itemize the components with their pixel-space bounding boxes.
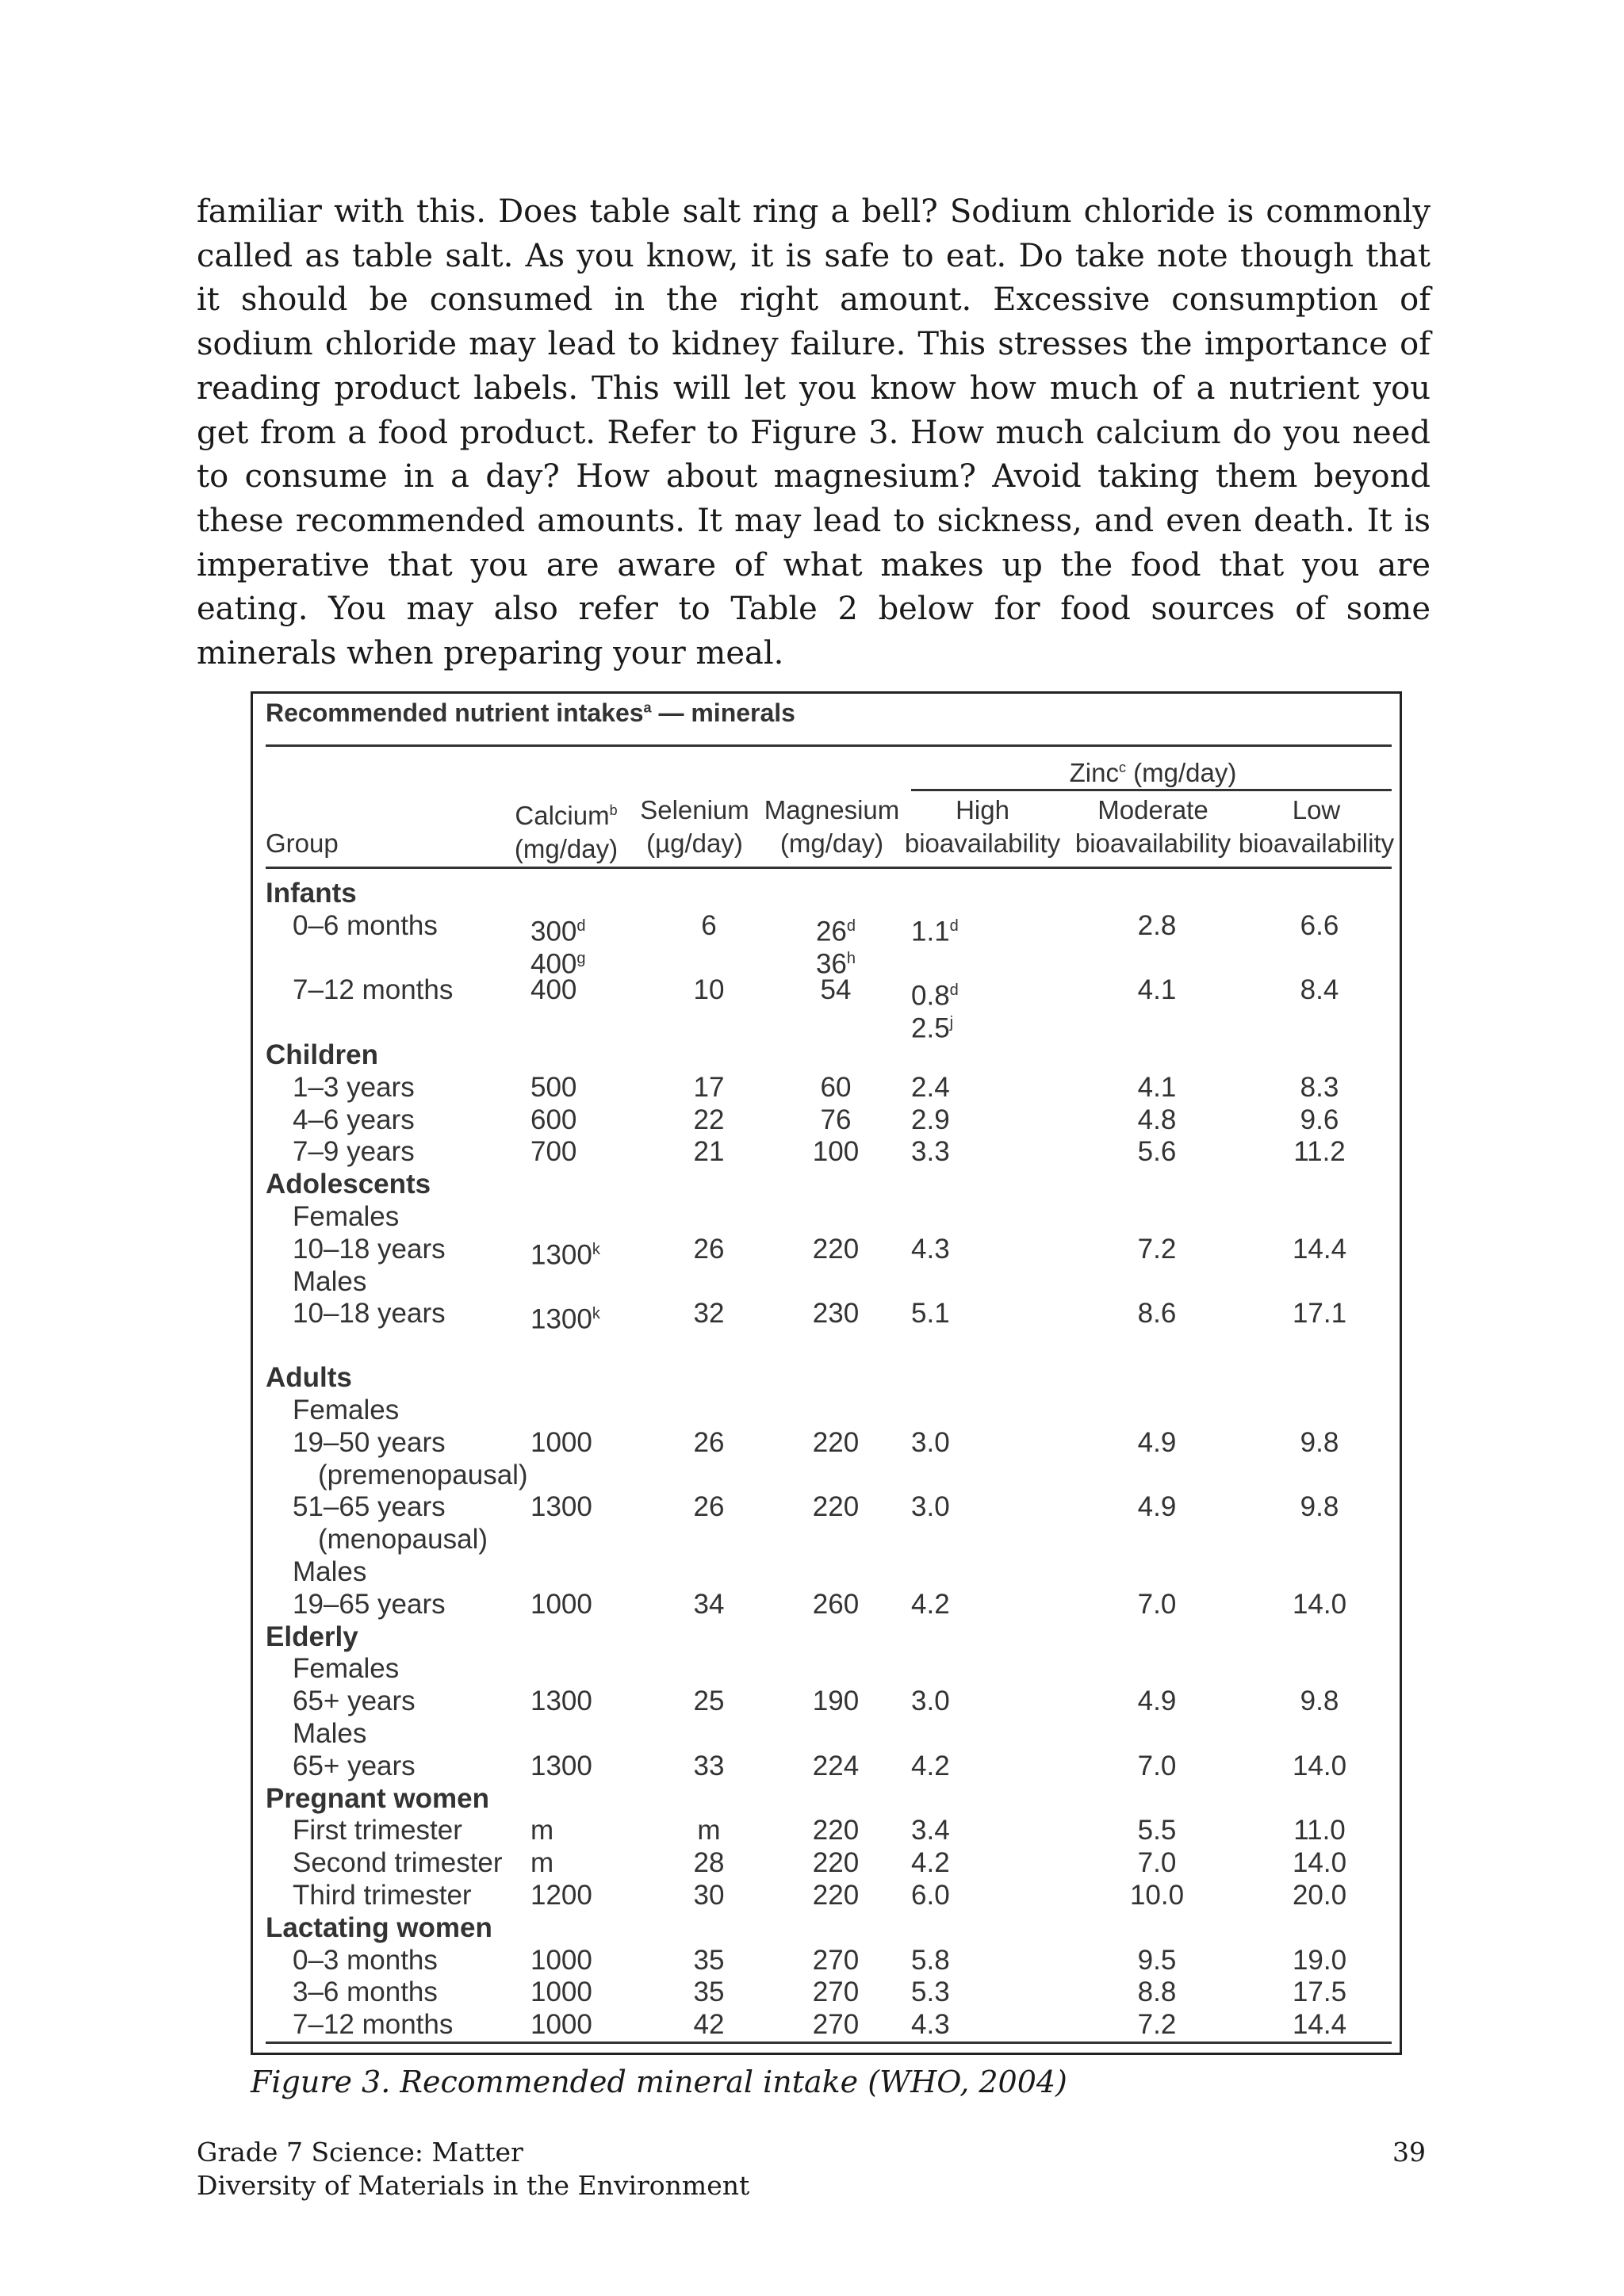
cell-se: 26 [693,1491,725,1523]
cell-ca: 1300$^k$ [530,1239,600,1271]
cell-zl: 14.4 [1292,1233,1347,1265]
cell-zm: 4.9 [1137,1426,1177,1458]
cell-zh: 4.3 [911,2009,950,2041]
cell-zh: 3.0 [911,1491,950,1523]
cell-se: 17 [693,1071,725,1103]
cell-se: 42 [693,2009,725,2041]
cell-mg: 220 [812,1426,860,1458]
cell-zl: 14.0 [1292,1750,1347,1781]
cell-mg: 60 [820,1071,852,1103]
cell-mg: 220 [812,1233,860,1265]
cell-zh: 4.3 [911,1233,950,1265]
cell-mg: 26$^d$ [815,916,856,947]
body-paragraph: familiar with this. Does table salt ring a bell? Sodium chloride is commonly called as table salt. As you know, it is safe to eat. Do take note though that it should be consumed in the right amount. Excessive consumption of sodium chloride may lead to kidney failure. This stresses the importance of reading product labels. This will let you know how much of a nutrient you get from a food product. Refer to Figure 3. How much calcium do you need to consume in a day? How about magnesium? Avoid taking them beyond these recommended amounts. It may lead to sickness, and even death. It is imperative that you are aware of what makes up the food that you are eating. You may also refer to Table 2 below for food sources of some minerals when preparing your meal. [197,193,1431,672]
cell-zh: 3.3 [911,1136,950,1168]
row-label: Adolescents [266,1169,431,1200]
cell-ca: 1000 [530,2009,592,2041]
row-label: 0–3 months [293,1944,438,1976]
cell-se: 6 [701,909,717,941]
header-zinc-high: High bioavailability [904,795,1061,858]
row-label: 10–18 years [293,1298,446,1330]
row-label: Adults [266,1362,352,1394]
row-label: 51–65 years [293,1491,446,1523]
cell-mg: 220 [812,1880,860,1911]
row-label: 7–12 months [293,974,454,1006]
cell-zh: 4.2 [911,1588,950,1620]
cell-ca: 400 [530,974,577,1006]
row-label: Females [293,1395,400,1425]
cell-zh: 2.9 [911,1104,950,1135]
cell-zm: 9.5 [1137,1944,1177,1976]
cell-mg: 220 [812,1491,860,1523]
cell-ca: 1000 [530,1426,592,1458]
cell-zm: 4.1 [1137,1071,1177,1103]
cell-zl: 9.8 [1300,1426,1339,1458]
cell-mg: 270 [812,1944,860,1976]
cell-ca: m [530,1815,554,1846]
row-label: Lactating women [266,1911,492,1943]
cell-se: m [697,1815,721,1846]
cell-mg: 190 [812,1686,860,1717]
cell-zm: 10.0 [1129,1880,1185,1911]
cell-zm: 8.6 [1137,1298,1177,1330]
cell-ca: 500 [530,1071,577,1103]
row-label: Elderly [266,1621,358,1652]
row-label: Second trimester [293,1847,503,1879]
cell-zl: 6.6 [1300,909,1339,941]
header-calcium: Calcium$^b$ (mg/day) [514,801,619,863]
row-label: (menopausal) [318,1524,488,1556]
cell-zm: 5.5 [1137,1815,1177,1846]
cell-zh: 4.2 [911,1750,950,1781]
row-label: Males [293,1718,367,1749]
cell-ca: 1000 [530,1944,592,1976]
rule-zinc [911,789,1392,791]
cell-zh: 5.1 [911,1298,950,1330]
row-label: Females [293,1201,400,1232]
cell-zm: 7.0 [1137,1588,1177,1620]
cell-zm: 7.2 [1137,2009,1177,2041]
cell-ca: m [530,1847,554,1879]
cell-ca: 1300$^k$ [530,1304,600,1336]
page-number: 39 [1392,2137,1426,2168]
cell-zl: 14.0 [1292,1588,1347,1620]
rule-header [266,867,1392,869]
cell-se: 21 [693,1136,725,1168]
cell-zl: 14.4 [1292,2009,1347,2041]
cell-mg: 36$^h$ [815,948,856,980]
cell-zl: 20.0 [1292,1880,1347,1911]
footer-subject: Grade 7 Science: Matter [197,2137,523,2168]
header-group: Group [266,828,339,858]
cell-se: 26 [693,1233,725,1265]
cell-mg: 54 [820,974,852,1006]
cell-se: 35 [693,1944,725,1976]
rule-top [266,744,1392,747]
cell-zm: 7.0 [1137,1750,1177,1781]
cell-mg: 270 [812,2009,860,2041]
cell-mg: 220 [812,1815,860,1846]
row-label: 1–3 years [293,1071,415,1103]
cell-mg: 100 [812,1136,860,1168]
header-magnesium: Magnesium (mg/day) [764,795,900,858]
cell-zh: 1.1$^d$ [911,916,959,947]
row-label: 3–6 months [293,1976,438,2008]
cell-se: 22 [693,1104,725,1135]
zinc-group-header: Zinc$^c$ (mg/day) [1069,758,1237,787]
cell-ca: 400$^g$ [530,948,586,980]
cell-ca: 300$^d$ [530,916,586,947]
cell-zl: 11.2 [1293,1136,1346,1168]
cell-zh: 0.8$^d$ [911,981,959,1012]
cell-mg: 76 [820,1104,852,1135]
row-label: Males [293,1556,367,1587]
cell-zm: 4.8 [1137,1104,1177,1135]
cell-zl: 19.0 [1292,1944,1347,1976]
cell-zh: 4.2 [911,1847,950,1879]
cell-ca: 1300 [530,1686,592,1717]
row-label: 19–50 years [293,1426,446,1458]
row-label: 65+ years [293,1686,416,1717]
cell-ca: 700 [530,1136,577,1168]
cell-zl: 17.5 [1292,1976,1347,2008]
row-label: Males [293,1265,367,1297]
figure-caption: Figure 3. Recommended mineral intake (WHO, 2004) [251,2064,1067,2099]
cell-zl: 8.4 [1300,974,1339,1006]
cell-mg: 260 [812,1588,860,1620]
cell-se: 28 [693,1847,725,1879]
cell-zm: 5.6 [1137,1136,1177,1168]
row-label: Children [266,1039,378,1070]
cell-mg: 224 [812,1750,860,1781]
cell-se: 26 [693,1426,725,1458]
cell-zm: 7.0 [1137,1847,1177,1879]
row-label: 10–18 years [293,1233,446,1265]
row-label: (premenopausal) [318,1459,528,1490]
cell-se: 25 [693,1686,725,1717]
row-label: 7–12 months [293,2009,454,2041]
cell-zh: 2.5$^j$ [911,1012,954,1044]
cell-ca: 1300 [530,1491,592,1523]
mineral-intake-table [251,691,1402,2055]
row-label: 19–65 years [293,1588,446,1620]
cell-zl: 17.1 [1292,1298,1347,1330]
cell-zl: 9.8 [1300,1491,1339,1523]
row-label: First trimester [293,1815,462,1846]
cell-ca: 1200 [530,1880,592,1911]
row-label: Pregnant women [266,1782,489,1814]
cell-zl: 8.3 [1300,1071,1339,1103]
cell-zh: 2.4 [911,1071,950,1103]
cell-zh: 3.0 [911,1686,950,1717]
cell-se: 10 [693,974,725,1006]
cell-ca: 600 [530,1104,577,1135]
row-label: Third trimester [293,1880,472,1911]
cell-se: 33 [693,1750,725,1781]
footer-unit: Diversity of Materials in the Environment [197,2170,750,2201]
cell-se: 32 [693,1298,725,1330]
cell-mg: 270 [812,1976,860,2008]
table-title: Recommended nutrient intakes$^a$ — minerals [266,698,795,727]
cell-zl: 9.8 [1300,1686,1339,1717]
row-label: 0–6 months [293,909,438,941]
cell-zl: 11.0 [1293,1815,1346,1846]
row-label: Infants [266,878,357,909]
cell-zm: 7.2 [1137,1233,1177,1265]
cell-zh: 3.4 [911,1815,950,1846]
cell-se: 30 [693,1880,725,1911]
cell-zm: 4.9 [1137,1491,1177,1523]
rule-bottom [266,2042,1392,2044]
cell-zh: 3.0 [911,1426,950,1458]
cell-se: 34 [693,1588,725,1620]
cell-zh: 5.8 [911,1944,950,1976]
footer-left [197,2136,749,2202]
header-zinc-low: Low bioavailability [1238,795,1395,858]
cell-se: 35 [693,1976,725,2008]
cell-zh: 5.3 [911,1976,950,2008]
cell-zl: 14.0 [1292,1847,1347,1879]
cell-zh: 6.0 [911,1880,950,1911]
cell-zm: 4.1 [1137,974,1177,1006]
cell-zl: 9.6 [1300,1104,1339,1135]
cell-zm: 4.9 [1137,1686,1177,1717]
cell-ca: 1000 [530,1588,592,1620]
row-label: 4–6 years [293,1104,415,1135]
row-label: Females [293,1653,400,1685]
header-zinc-moderate: Moderate bioavailability [1074,795,1231,858]
cell-ca: 1300 [530,1750,592,1781]
cell-mg: 230 [812,1298,860,1330]
cell-ca: 1000 [530,1976,592,2008]
row-label: 7–9 years [293,1136,415,1168]
row-label: 65+ years [293,1750,416,1781]
cell-mg: 220 [812,1847,860,1879]
cell-zm: 2.8 [1137,909,1177,941]
cell-zm: 8.8 [1137,1976,1177,2008]
header-selenium: Selenium (µg/day) [640,795,749,858]
